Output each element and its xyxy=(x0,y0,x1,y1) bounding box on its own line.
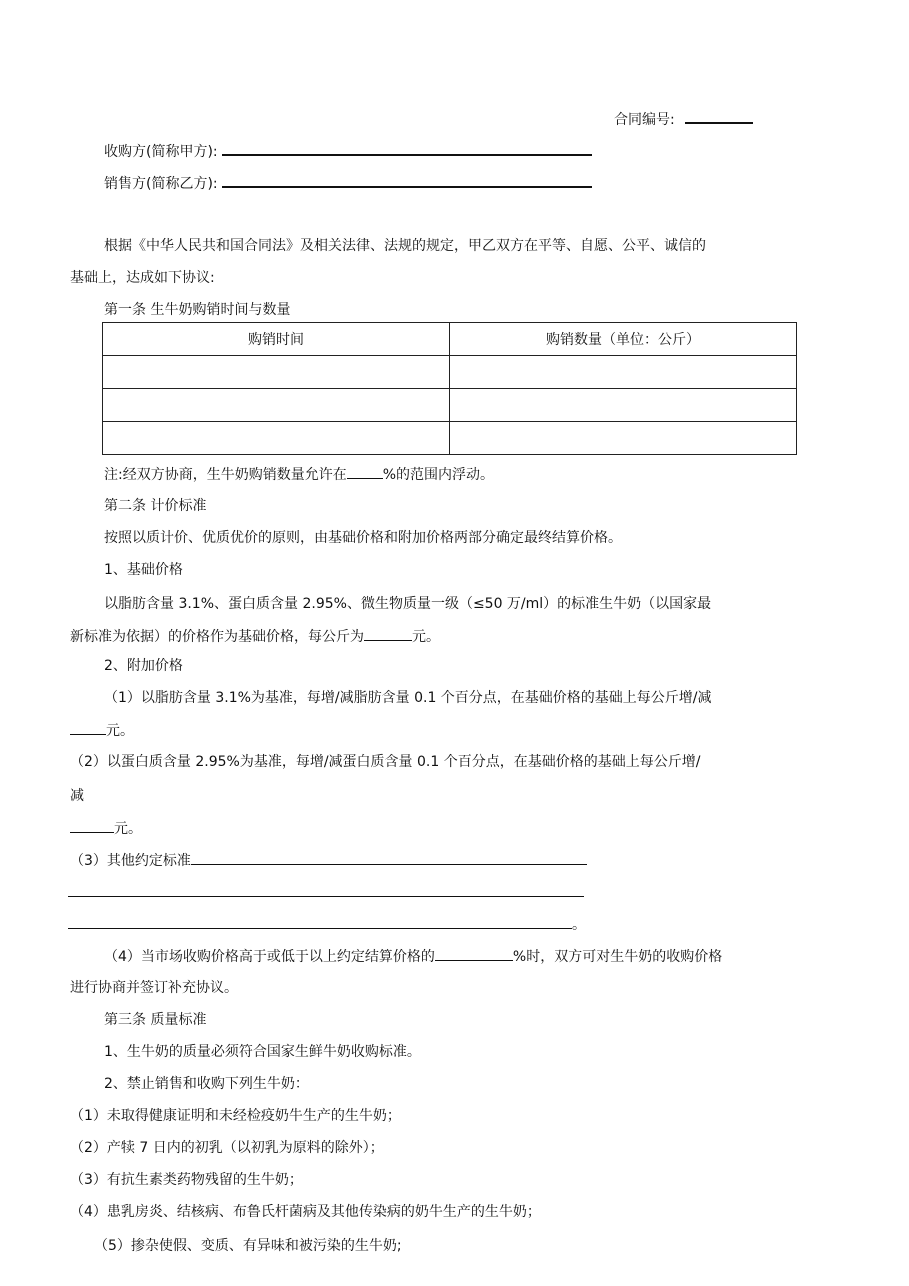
extra-item-3 xyxy=(70,850,587,871)
extra-item-4-prefix: （4）当市场收购价格高于或低于以上约定结算价格的 xyxy=(104,949,435,965)
contract-number-label: 合同编号: xyxy=(614,112,675,128)
seller-field[interactable] xyxy=(222,172,592,188)
table-row xyxy=(103,422,797,455)
extra-item-4-suffix: %时，双方可对生牛奶的收购价格 xyxy=(512,949,723,965)
article3-title: 第三条 质量标准 xyxy=(104,1012,207,1028)
table-row xyxy=(103,356,797,389)
quality-para-2: 2、禁止销售和收购下列生牛奶： xyxy=(104,1076,309,1092)
extra-item-2-line-2: 减 xyxy=(70,788,84,804)
table-cell[interactable] xyxy=(103,389,450,422)
extra-item-1-suffix: 元。 xyxy=(106,723,134,739)
article2-title: 第二条 计价标准 xyxy=(104,498,207,514)
note-prefix: 注:经双方协商，生牛奶购销数量允许在 xyxy=(104,467,347,483)
base-price-field[interactable] xyxy=(364,626,412,641)
extra-price-title: 2、附加价格 xyxy=(104,658,183,674)
float-percent-field[interactable] xyxy=(347,464,383,479)
extra-item-1-line-2 xyxy=(70,720,134,741)
contract-number-field[interactable] xyxy=(685,108,753,124)
extra-item-4-line-2: 进行协商并签订补充协议。 xyxy=(70,980,238,996)
preamble-line-2: 基础上，达成如下协议: xyxy=(70,270,215,286)
extra-item-4-line-1 xyxy=(104,946,722,967)
list-item: （3）有抗生素类药物残留的生牛奶； xyxy=(70,1172,303,1188)
base-price-line-1: 以脂肪含量 3.1%、蛋白质含量 2.95%、微生物质量一级（≤50 万/ml）的标准生牛奶（以国家最 xyxy=(104,596,712,612)
quantity-note xyxy=(104,464,494,485)
base-price-title: 1、基础价格 xyxy=(104,562,183,578)
other-standard-field[interactable] xyxy=(191,850,587,865)
other-standard-line-3-row xyxy=(68,914,586,935)
extra-item-2-suffix: 元。 xyxy=(114,821,142,837)
extra-item-1-line-1: （1）以脂肪含量 3.1%为基准，每增/减脂肪含量 0.1 个百分点，在基础价格的基础上每公斤增/减 xyxy=(104,690,712,706)
table-cell[interactable] xyxy=(450,389,797,422)
quality-para-1: 1、生牛奶的质量必须符合国家生鲜牛奶收购标准。 xyxy=(104,1044,421,1060)
list-item: （5）掺杂使假、变质、有异味和被污染的生牛奶; xyxy=(94,1238,402,1254)
table-cell[interactable] xyxy=(103,356,450,389)
fat-adjust-field[interactable] xyxy=(70,720,106,735)
buyer-row xyxy=(104,140,592,162)
table-cell[interactable] xyxy=(103,422,450,455)
extra-item-2-line-3 xyxy=(70,818,142,839)
base-price-prefix: 新标准为依据）的价格作为基础价格，每公斤为 xyxy=(70,629,364,645)
extra-item-2-line-1: （2）以蛋白质含量 2.95%为基准，每增/减蛋白质含量 0.1 个百分点，在基础价格的基础上每公斤增/ xyxy=(70,754,701,770)
list-item: （2）产犊 7 日内的初乳（以初乳为原料的除外）； xyxy=(70,1140,384,1156)
note-suffix: %的范围内浮动。 xyxy=(382,467,495,483)
table-header-time: 购销时间 xyxy=(103,323,450,356)
table-header-row xyxy=(103,323,797,356)
other-standard-line-2[interactable] xyxy=(68,896,584,897)
seller-label: 销售方(简称乙方): xyxy=(104,176,218,192)
article1-title: 第一条 生牛奶购销时间与数量 xyxy=(104,302,291,318)
base-price-line-2 xyxy=(70,626,440,647)
extra-item-3-label: （3）其他约定标准 xyxy=(70,853,191,869)
market-deviation-field[interactable] xyxy=(435,946,513,961)
buyer-label: 收购方(简称甲方): xyxy=(104,144,218,160)
contract-number-row xyxy=(614,108,753,130)
protein-adjust-field[interactable] xyxy=(70,818,114,833)
table-cell[interactable] xyxy=(450,356,797,389)
table-cell[interactable] xyxy=(450,422,797,455)
base-price-suffix: 元。 xyxy=(412,629,440,645)
preamble-line-1: 根据《中华人民共和国合同法》及相关法律、法规的规定，甲乙双方在平等、自愿、公平、诚信的 xyxy=(104,238,706,254)
other-standard-line-3[interactable] xyxy=(68,914,572,929)
quantity-table xyxy=(102,322,797,455)
list-item: （4）患乳房炎、结核病、布鲁氏杆菌病及其他传染病的奶牛生产的生牛奶； xyxy=(70,1204,541,1220)
pricing-intro: 按照以质计价、优质优价的原则，由基础价格和附加价格两部分确定最终结算价格。 xyxy=(104,530,622,546)
seller-row xyxy=(104,172,592,194)
table-header-quantity: 购销数量（单位：公斤） xyxy=(450,323,797,356)
list-item: （1）未取得健康证明和未经检疫奶牛生产的生牛奶； xyxy=(70,1108,401,1124)
buyer-field[interactable] xyxy=(222,140,592,156)
table-row xyxy=(103,389,797,422)
other-standard-end: 。 xyxy=(572,917,586,933)
